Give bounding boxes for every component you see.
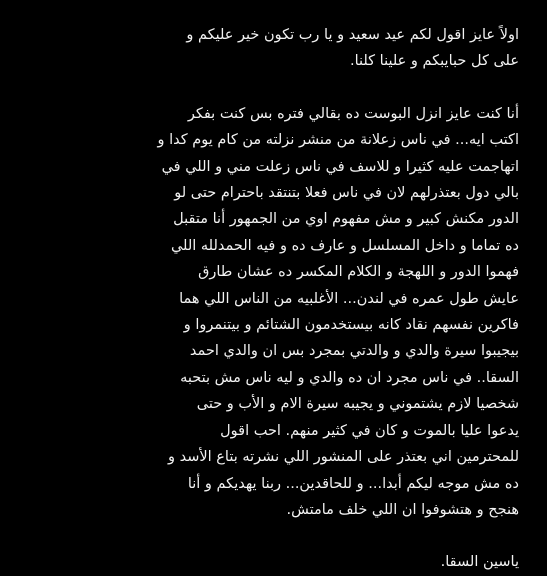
signature-block — [80, 549, 519, 575]
post-body — [80, 22, 519, 576]
text-line: السقا.. في ناس مجرد ان ده والدي و ليه ناس مش بتحبه — [180, 369, 519, 386]
text-line: ده تماما و داخل المسلسل و عارف ده و فيه الحمدلله اللي — [170, 237, 519, 254]
text-line: للمحترمين اني بعتذر على المنشور اللي نشرته بتاع الأسد و — [168, 449, 519, 466]
text-line: فهموا الدور و اللهجة و الكلام المكسر ده عشان طارق — [198, 264, 519, 281]
message-paragraph — [80, 101, 519, 524]
greeting-paragraph — [80, 22, 519, 75]
text-line: الدور مكنش كبير و مش مفهوم اوي من الجمهور أنا متقبل — [173, 211, 519, 228]
text-line: فاكرين نفسهم نقاد كانه بيستخدمون الشتائم و بيتنمروا و — [183, 317, 519, 334]
text-line: اكتب ايه... في ناس زعلانة من منشر نزلته من كام يوم كدا و — [157, 132, 519, 149]
text-line: اولاً عايز اقول لكم عيد سعيد و يا رب تكون خير عليكم و — [186, 27, 519, 43]
text-line: شخصيا لازم يشتموني و يجيبه سيرة الام و الأب و حتى — [196, 396, 519, 413]
text-line: عايش طول عمره في لندن... الأغلبيه من الناس اللي هما — [179, 290, 519, 307]
text-line: يدعوا عليا بالموت و كان في كثير منهم. احب اقول — [220, 422, 519, 439]
text-line: اتهاجمت عليه كثيرا و للاسف في ناس زعلت مني و اللي في — [161, 158, 519, 175]
text-line: ده مش موجه ليكم أبدا... و للحاقدين... ربنا يهديكم و أنا — [187, 475, 519, 492]
signature: ياسين السقا. — [440, 554, 519, 571]
text-line: أنا كنت عايز انزل البوست ده بقالي فتره بس كنت بفكر — [187, 105, 519, 122]
text-line: على كل حبايبكم و علينا كلنا. — [349, 53, 519, 70]
text-line: هنجح و هتشوفوا ان اللي خلف مامتش. — [286, 501, 519, 518]
text-line: بالي دول بعتذرلهم لان في ناس فعلا بتنتقد باحترام حتى لو — [174, 185, 519, 202]
text-line: بيجيبوا سيرة والدي و والدتي بمجرد بس ان والدي احمد — [189, 343, 519, 360]
